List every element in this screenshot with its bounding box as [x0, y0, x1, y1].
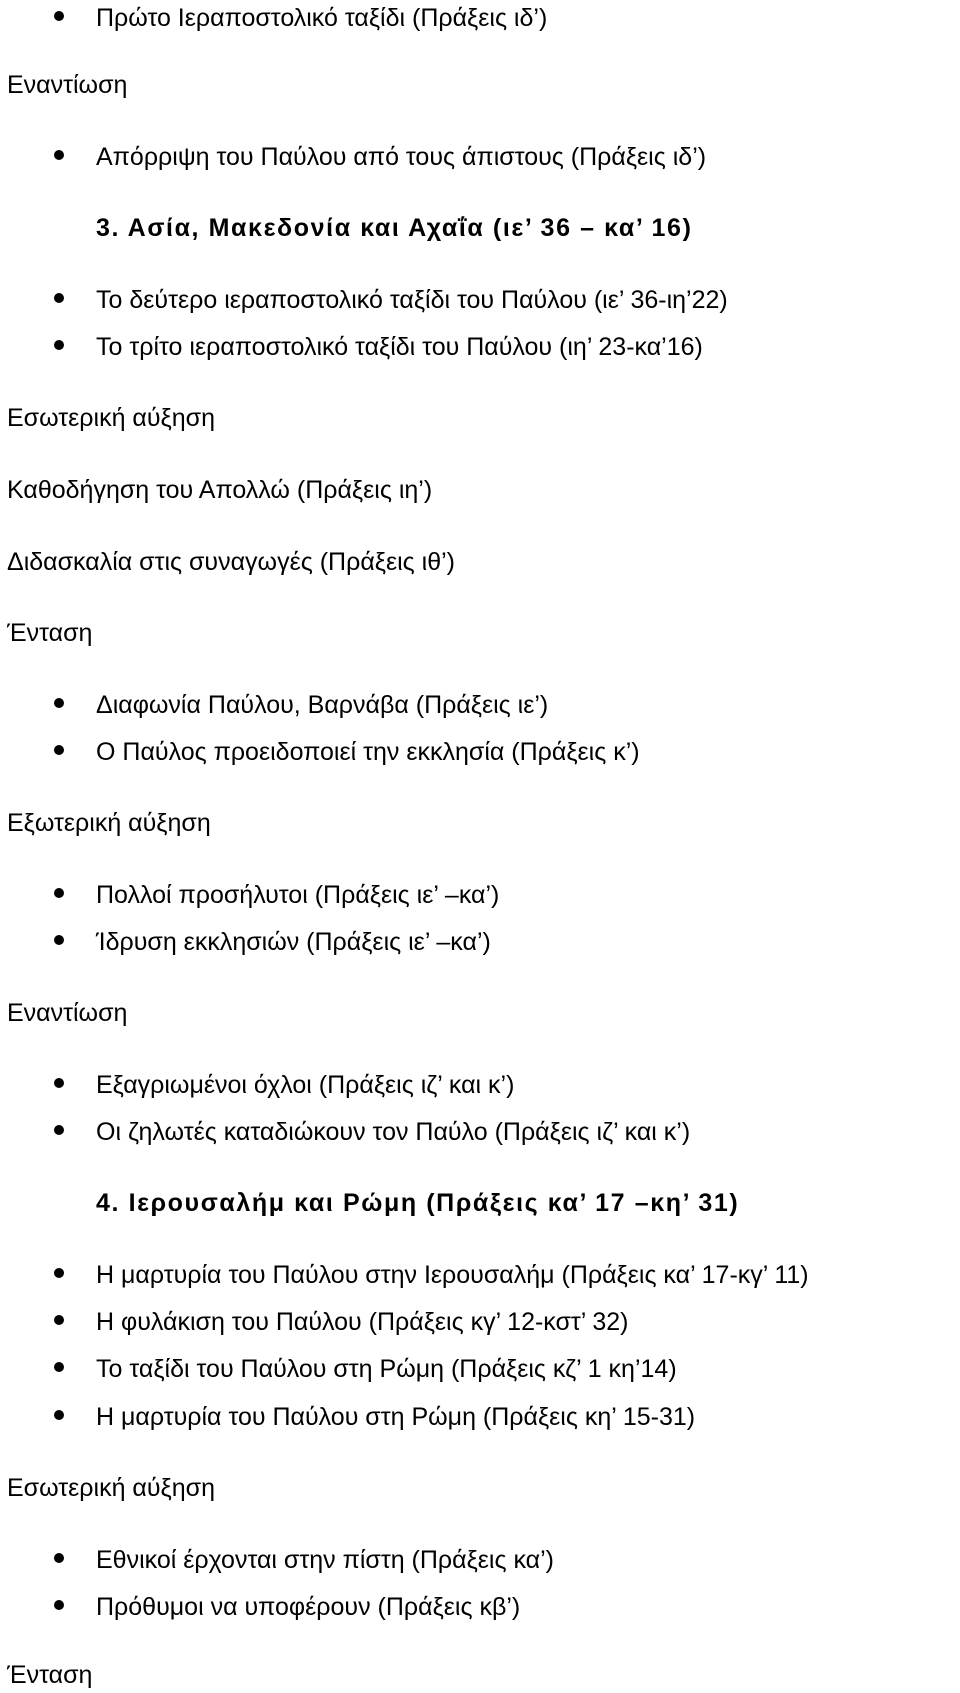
list-item-text: Ο Παύλος προειδοποιεί την εκκλησία (Πράξεις κ’): [96, 738, 640, 766]
list-item-text: Ίδρυση εκκλησιών (Πράξεις ιε’ –κα’): [96, 928, 491, 956]
list-item-text: Εξαγριωμένοι όχλοι (Πράξεις ιζ’ και κ’): [96, 1071, 515, 1099]
list-item-text: Η μαρτυρία του Παύλου στη Ρώμη (Πράξεις κη’ 15-31): [96, 1403, 696, 1431]
bullet-icon: [54, 935, 64, 945]
bullet-icon: [54, 1362, 64, 1372]
bullet-icon: [54, 293, 64, 303]
list-item-text: Διαφωνία Παύλου, Βαρνάβα (Πράξεις ιε’): [96, 691, 549, 719]
bullet-icon: [54, 11, 64, 21]
bullet-icon: [54, 1268, 64, 1278]
bullet-icon: [54, 1553, 64, 1563]
list-item-text: Πρώτο Ιεραποστολικό ταξίδι (Πράξεις ιδ’): [96, 4, 548, 32]
bullet-icon: [54, 888, 64, 898]
bullet-icon: [54, 150, 64, 160]
bullet-icon: [54, 1315, 64, 1325]
section-label: Εναντίωση: [7, 999, 128, 1027]
bullet-icon: [54, 698, 64, 708]
list-item-text: Πολλοί προσήλυτοι (Πράξεις ιε’ –κα’): [96, 881, 500, 909]
section-label: Εξωτερική αύξηση: [7, 809, 211, 837]
list-item-text: Απόρριψη του Παύλου από τους άπιστους (Πράξεις ιδ’): [96, 143, 707, 171]
bullet-icon: [54, 1600, 64, 1610]
list-item-text: Το τρίτο ιεραποστολικό ταξίδι του Παύλου (ιη’ 23-κα’16): [96, 333, 703, 361]
list-item-text: Το ταξίδι του Παύλου στη Ρώμη (Πράξεις κζ’ 1 κη’14): [96, 1355, 677, 1383]
section-label: Εναντίωση: [7, 71, 128, 99]
text-line: Καθοδήγηση του Απολλώ (Πράξεις ιη’): [7, 476, 433, 504]
list-item-text: Πρόθυμοι να υποφέρουν (Πράξεις κβ’): [96, 1593, 521, 1621]
bullet-icon: [54, 1078, 64, 1088]
bullet-icon: [54, 745, 64, 755]
list-item-text: Η μαρτυρία του Παύλου στην Ιερουσαλήμ (Πράξεις κα’ 17-κγ’ 11): [96, 1261, 809, 1289]
list-item-text: Η φυλάκιση του Παύλου (Πράξεις κγ’ 12-κστ’ 32): [96, 1308, 629, 1336]
section-heading: 4. Ιερουσαλήμ και Ρώμη (Πράξεις κα’ 17 –κη’ 31): [96, 1189, 740, 1217]
bullet-icon: [54, 1410, 64, 1420]
list-item-text: Το δεύτερο ιεραποστολικό ταξίδι του Παύλου (ιε’ 36-ιη’22): [96, 286, 728, 314]
list-item-text: Εθνικοί έρχονται στην πίστη (Πράξεις κα’): [96, 1546, 555, 1574]
text-line: Διδασκαλία στις συναγωγές (Πράξεις ιθ’): [7, 548, 455, 576]
section-label: Ένταση: [7, 619, 93, 647]
bullet-icon: [54, 1125, 64, 1135]
section-heading: 3. Ασία, Μακεδονία και Αχαΐα (ιε’ 36 – κα’ 16): [96, 214, 693, 242]
bullet-icon: [54, 340, 64, 350]
section-label: Εσωτερική αύξηση: [7, 1474, 215, 1502]
section-label: Εσωτερική αύξηση: [7, 404, 215, 432]
list-item-text: Οι ζηλωτές καταδιώκουν τον Παύλο (Πράξεις ιζ’ και κ’): [96, 1118, 691, 1146]
section-label: Ένταση: [7, 1661, 93, 1689]
